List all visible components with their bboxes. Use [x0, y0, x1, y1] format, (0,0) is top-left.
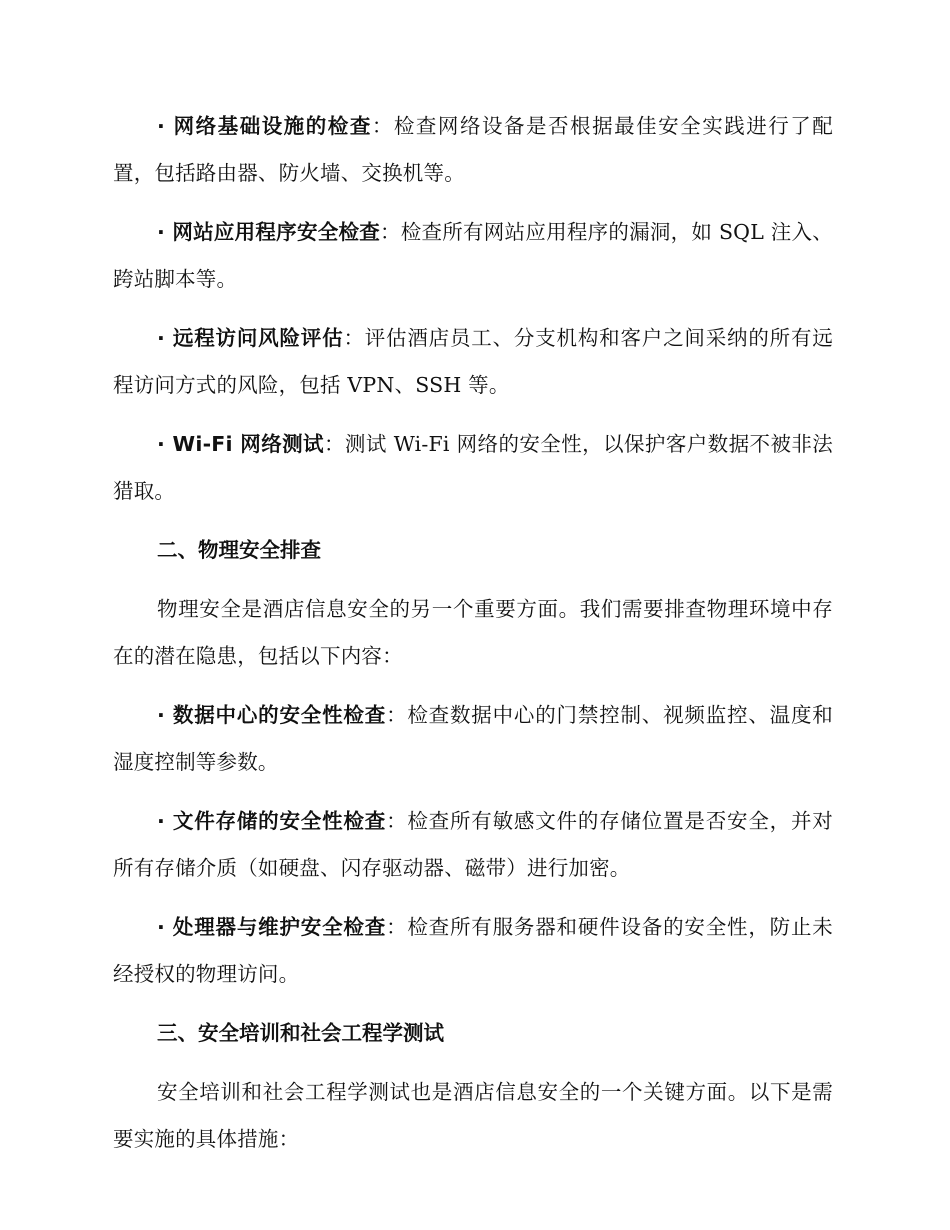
bullet-text: ：检查所有网站应用程序的漏洞，如 SQL 注入、跨站脚本等。: [113, 220, 834, 291]
bullet-text: ：测试 Wi-Fi 网络的安全性，以保护客户数据不被非法猎取。: [113, 432, 834, 503]
bullet-file-storage-check: [113, 798, 833, 892]
bullet-term: · Wi-Fi 网络测试: [157, 432, 324, 456]
section-intro-physical-security: 物理安全是酒店信息安全的另一个重要方面。我们需要排查物理环境中存在的潜在隐患，包括以下内容：: [113, 597, 833, 668]
bullet-remote-access-risk: [113, 315, 833, 409]
section-intro-security-training: 安全培训和社会工程学测试也是酒店信息安全的一个关键方面。以下是需要实施的具体措施：: [113, 1080, 833, 1151]
bullet-text: ：检查网络设备是否根据最佳安全实践进行了配置，包括路由器、防火墙、交换机等。: [113, 114, 834, 185]
bullet-term: · 处理器与维护安全检查: [157, 915, 387, 939]
bullet-text: ：评估酒店员工、分支机构和客户之间采纳的所有远程访问方式的风险，包括 VPN、SSH 等。: [113, 326, 833, 397]
bullet-wifi-test: [113, 421, 833, 515]
bullet-network-infrastructure: [113, 103, 833, 197]
section-heading-physical-security: 二、物理安全排查: [157, 538, 321, 562]
bullet-data-center-check: [113, 692, 833, 786]
bullet-term: · 网络基础设施的检查: [157, 114, 372, 138]
bullet-web-app-security: [113, 209, 833, 303]
bullet-term: · 文件存储的安全性检查: [157, 809, 387, 833]
bullet-term: · 网站应用程序安全检查: [157, 220, 380, 244]
bullet-text: ：检查数据中心的门禁控制、视频监控、温度和湿度控制等参数。: [113, 703, 833, 774]
bullet-term: · 数据中心的安全性检查: [157, 703, 387, 727]
section-heading-security-training: 三、安全培训和社会工程学测试: [157, 1021, 444, 1045]
document-page: [113, 103, 833, 1175]
bullet-term: · 远程访问风险评估: [157, 326, 344, 350]
bullet-text: ：检查所有服务器和硬件设备的安全性，防止未经授权的物理访问。: [113, 915, 833, 986]
bullet-processor-maintenance-check: [113, 904, 833, 998]
bullet-text: ：检查所有敏感文件的存储位置是否安全，并对所有存储介质（如硬盘、闪存驱动器、磁带）进行加密。: [113, 809, 833, 880]
